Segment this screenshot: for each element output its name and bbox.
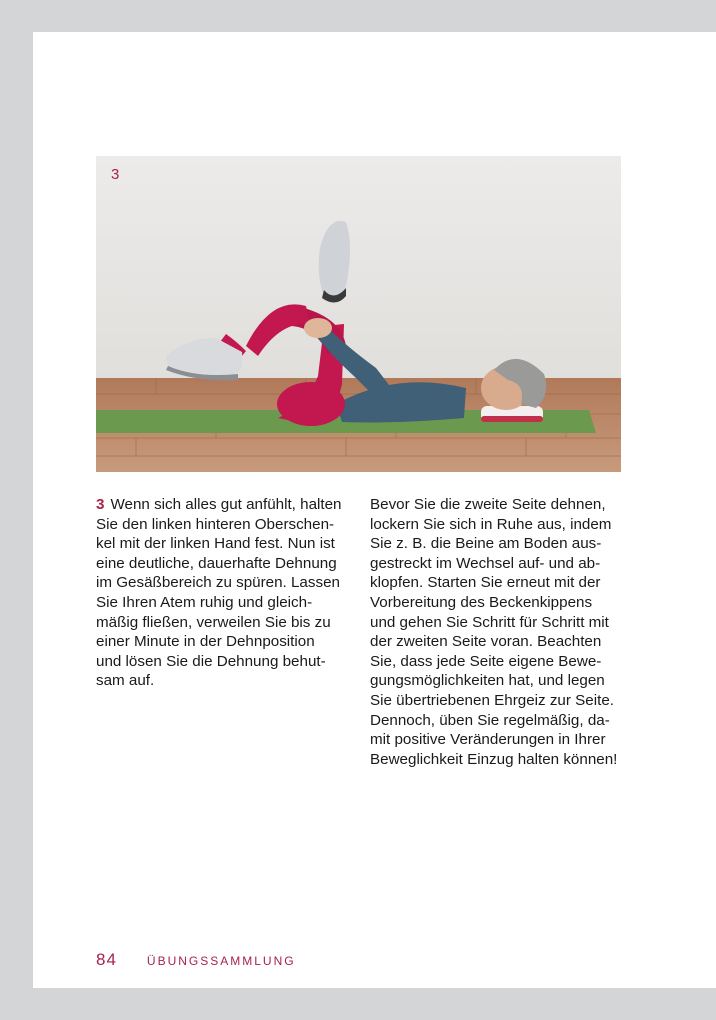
text-line: 3 Wenn sich alles gut anfühlt, halten <box>96 496 342 513</box>
text-line: sam auf. <box>96 672 155 690</box>
text-line: gungsmöglichkeiten hat, und legen <box>370 672 605 690</box>
text-line: mäßig fließen, verweilen Sie bis zu <box>96 613 331 631</box>
page-footer <box>96 950 296 970</box>
text-line: klopfen. Starten Sie erneut mit der <box>370 574 601 592</box>
text-line: Sie übertriebenen Ehrgeiz zur Seite. <box>370 691 614 709</box>
step-number: 3 <box>96 496 105 513</box>
text-line: Sie Ihren Atem ruhig und gleich- <box>96 593 313 611</box>
text-line: der zweiten Seite voran. Beachten <box>370 633 602 651</box>
text-line: und lösen Sie die Dehnung behut- <box>96 652 326 670</box>
right-text-column <box>370 495 628 769</box>
wall <box>96 156 621 378</box>
text-line: im Gesäßbereich zu spüren. Lassen <box>96 574 340 592</box>
text-line: Sie z. B. die Beine am Boden aus- <box>370 535 602 553</box>
exercise-photo <box>96 156 621 472</box>
text-line: Vorbereitung des Beckenkippens <box>370 593 593 611</box>
text-line: Sie, dass jede Seite eigene Bewe- <box>370 652 602 670</box>
text-line: einer Minute in der Dehnposition <box>96 633 315 651</box>
text-line: lockern Sie sich in Ruhe aus, indem <box>370 515 612 533</box>
text-line: Bevor Sie die zweite Seite dehnen, <box>370 496 606 513</box>
text-line: Beweglichkeit Einzug halten können! <box>370 750 618 768</box>
text-line: mit positive Veränderungen in Ihrer <box>370 731 606 749</box>
text-line: eine deutliche, dauerhafte Dehnung <box>96 554 337 572</box>
left-text-column <box>96 495 358 691</box>
text-line: gestreckt im Wechsel auf- und ab- <box>370 554 601 572</box>
text-line: und gehen Sie Schritt für Schritt mit <box>370 613 609 631</box>
text-line: kel mit der linken Hand fest. Nun ist <box>96 535 335 553</box>
book-page <box>33 32 716 988</box>
photo-step-number: 3 <box>111 166 120 183</box>
exercise-illustration <box>96 156 621 472</box>
text-line: Sie den linken hinteren Oberschen- <box>96 515 335 533</box>
section-title: ÜBUNGSSAMMLUNG <box>146 954 296 968</box>
page-number: 84 <box>96 950 117 969</box>
text-line: Dennoch, üben Sie regelmäßig, da- <box>370 711 610 729</box>
